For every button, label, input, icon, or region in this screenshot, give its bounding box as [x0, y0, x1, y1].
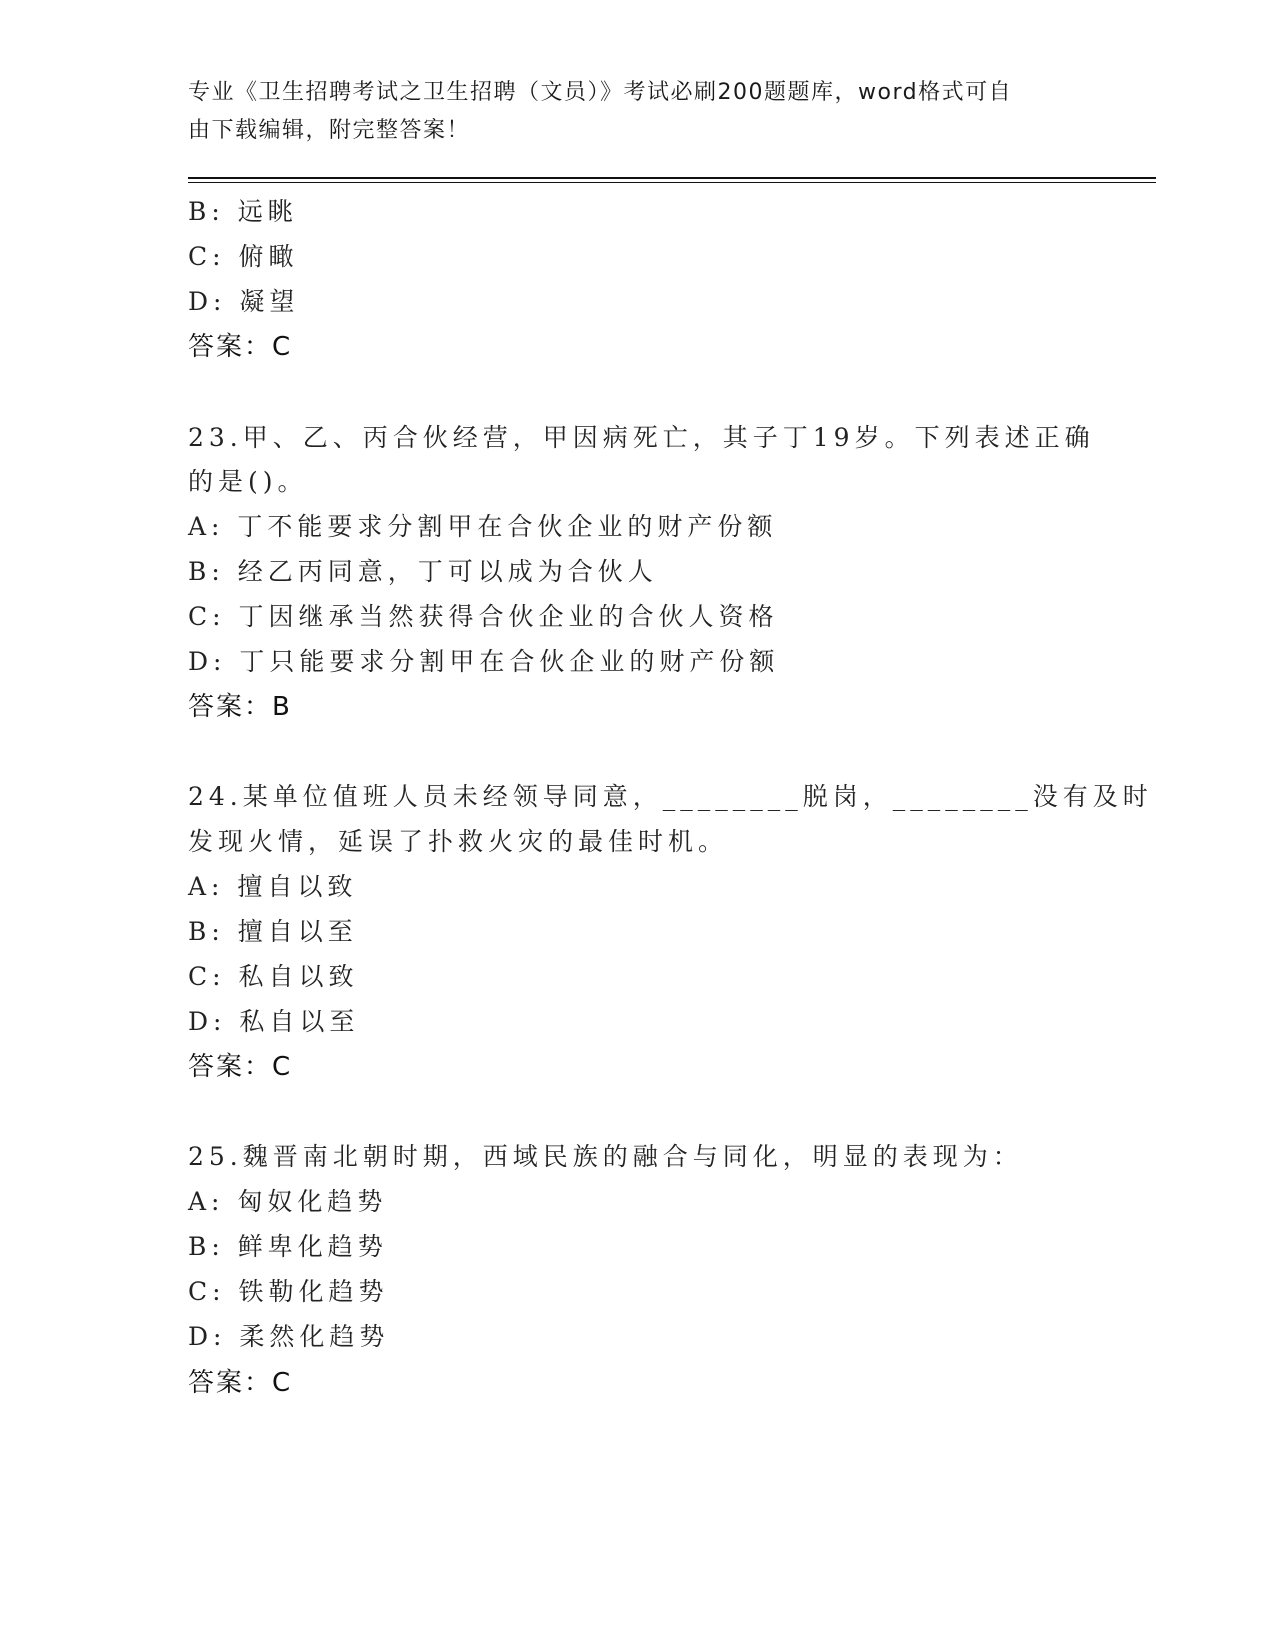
answer-label: 答案：C [188, 1052, 293, 1082]
option-b: B: 鲜卑化趋势 [188, 1232, 388, 1261]
option-a: A: 匈奴化趋势 [188, 1187, 388, 1216]
header-divider [188, 177, 1156, 179]
answer-label: 答案：C [188, 332, 293, 362]
option-c: C: 私自以致 [188, 962, 359, 991]
answer-label: 答案：C [188, 1368, 293, 1398]
option-b: B: 擅自以至 [188, 917, 358, 946]
option-d: D: 凝望 [188, 287, 300, 316]
option-a: A: 擅自以致 [188, 872, 358, 901]
option-b: B: 远眺 [188, 197, 298, 226]
option-c: C: 铁勒化趋势 [188, 1277, 389, 1306]
question-stem: 23.甲、乙、丙合伙经营，甲因病死亡，其子丁19岁。下列表述正确 [188, 423, 1095, 452]
option-c: C: 俯瞰 [188, 242, 299, 271]
option-a: A: 丁不能要求分割甲在合伙企业的财产份额 [188, 512, 778, 541]
option-c: C: 丁因继承当然获得合伙企业的合伙人资格 [188, 602, 779, 631]
question-stem-continued: 发现火情，延误了扑救火灾的最佳时机。 [188, 827, 729, 856]
answer-label: 答案：B [188, 692, 292, 722]
question-stem: 24.某单位值班人员未经领导同意，________脱岗，________没有及时 [188, 782, 1153, 811]
option-d: D: 私自以至 [188, 1007, 360, 1036]
document-header [188, 74, 1068, 150]
header-divider-thin [188, 182, 1156, 183]
option-d: D: 柔然化趋势 [188, 1322, 390, 1351]
header-line-1: 专业《卫生招聘考试之卫生招聘（文员）》考试必刷200题题库，word格式可自 [188, 80, 1013, 105]
option-b: B: 经乙丙同意，丁可以成为合伙人 [188, 557, 658, 586]
option-d: D: 丁只能要求分割甲在合伙企业的财产份额 [188, 647, 780, 676]
question-stem-continued: 的是()。 [188, 467, 308, 496]
header-line-2: 由下载编辑，附完整答案！ [188, 118, 471, 143]
question-stem: 25.魏晋南北朝时期，西域民族的融合与同化，明显的表现为： [188, 1142, 1023, 1171]
